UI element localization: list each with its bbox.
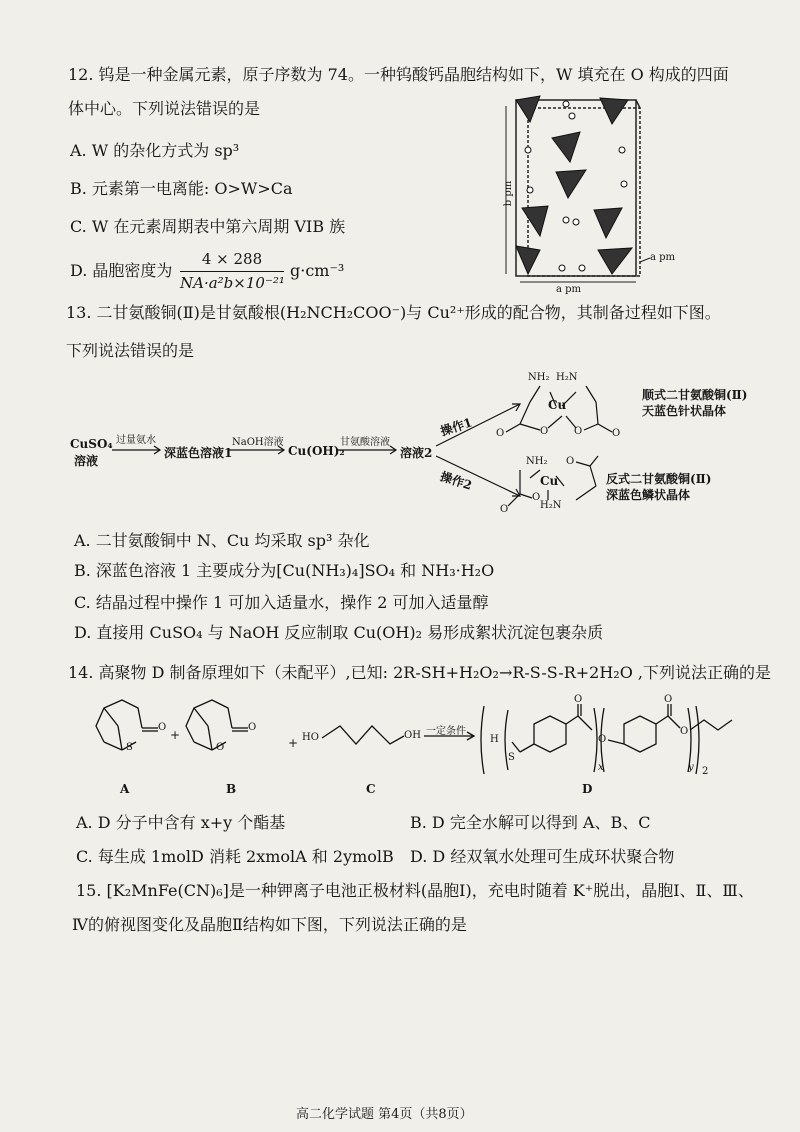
q13-cis-o1: O [496,428,505,439]
q12-fig-a-bottom-label: a pm [556,284,582,295]
q12-option-c: C. W 在元素周期表中第六周期 VIB 族 [70,217,346,236]
q13-cis-o3: O [574,426,583,437]
q13-product1: 深蓝色溶液1 [164,446,233,460]
q14-label-c: C [366,782,376,796]
q13-product3: 溶液2 [400,446,433,460]
q13-start-solution: 溶液 [74,454,99,468]
q13-option-d: D. 直接用 CuSO₄ 与 NaOH 反应制取 Cu(OH)₂ 易形成絮状沉淀包裹杂质 [74,623,604,642]
q13-trans-desc: 深蓝色鳞状晶体 [606,488,691,502]
q14-d-subscript-y: y [688,762,694,773]
q13-cis-cu: Cu [548,398,567,412]
q14-a-sulfur: S [126,742,133,753]
q13-operation2: 操作2 [438,469,474,493]
q13-start-reagent: CuSO₄ [70,437,113,451]
q13-option-a: A. 二甘氨酸铜中 N、Cu 均采取 sp³ 杂化 [74,531,370,550]
q15-stem-line2: Ⅳ的俯视图变化及晶胞Ⅱ结构如下图，下列说法正确的是 [72,915,467,934]
q12-density-unit: g·cm⁻³ [290,261,345,280]
page-footer: 高二化学试题 第4页（共8页） [296,1107,473,1122]
q14-a-oxygen: O [158,722,167,733]
q13-reagent2: NaOH溶液 [232,437,284,448]
q13-operation1: 操作1 [438,415,474,439]
q13-cis-h2n: H₂N [556,372,578,383]
q13-trans-o3: O [500,504,509,515]
q12-stem-line1: 12. 钨是一种金属元素，原子序数为 74。一种钨酸钙晶胞结构如下，W 填充在 O 构成的四面 [68,65,729,84]
q14-b-oxygen: O [248,722,257,733]
q12-option-b: B. 元素第一电离能: O>W>Ca [70,179,293,198]
q12-density-numerator: 4 × 288 [201,250,263,268]
q14-option-a: A. D 分子中含有 x+y 个酯基 [76,813,286,832]
q12-fig-b-label: b pm [503,180,515,207]
q13-stem-line2: 下列说法错误的是 [66,341,195,360]
q12-density-denominator: NA·a²b×10⁻²¹ [180,274,285,292]
q13-trans-h2n: H₂N [540,500,562,511]
q13-trans-cu: Cu [540,474,559,488]
q14-d-o4: O [680,726,689,737]
q12-fig-a-side-label: a pm [650,252,676,263]
q14-c-oh: OH [404,730,421,741]
q13-stem-line1: 13. 二甘氨酸铜(Ⅱ)是甘氨酸根(H₂NCH₂COO⁻)与 Cu²⁺形成的配合物，其制备过程如下图。 [66,303,721,322]
q14-label-d: D [582,782,593,796]
q12-option-d-prefix: D. 晶胞密度为 [70,261,173,280]
q13-trans-name: 反式二甘氨酸铜(Ⅱ) [606,472,712,486]
q13-reagent3: 甘氨酸溶液 [340,437,390,448]
q14-label-b: B [226,782,237,796]
q13-cis-o4: O [612,428,621,439]
q13-option-b: B. 深蓝色溶液 1 主要成分为[Cu(NH₃)₄]SO₄ 和 NH₃·H₂O [74,561,495,580]
q13-option-c: C. 结晶过程中操作 1 可加入适量水，操作 2 可加入适量醇 [74,593,489,612]
q14-b-ring-oxygen: O [216,742,225,753]
q13-trans-o2: O [532,492,541,503]
q13-trans-nh2: NH₂ [526,456,548,467]
q13-cis-o2: O [540,426,549,437]
q14-d-o3: O [664,694,673,705]
q14-option-b: B. D 完全水解可以得到 A、B、C [410,813,651,832]
q15-stem-line1: 15. [K₂MnFe(CN)₆]是一种钾离子电池正极材料(晶胞Ⅰ)，充电时随着 K⁺脱出，晶胞Ⅰ、Ⅱ、Ⅲ、 [76,881,754,900]
q14-plus-1: + [170,728,181,742]
q14-option-c: C. 每生成 1molD 消耗 2xmolA 和 2ymolB [76,847,394,866]
q14-d-subscript-x: x [598,762,604,773]
q13-product2: Cu(OH)₂ [288,444,345,458]
q13-trans-o1: O [566,456,575,467]
q13-cis-nh2: NH₂ [528,372,550,383]
q14-c-ho: HO [302,732,319,743]
q12-stem-line2: 体中心。下列说法错误的是 [68,99,261,118]
q14-d-subscript-2: 2 [702,766,709,777]
q13-reagent1: 过量氨水 [116,435,156,446]
q14-d-o1: O [574,694,583,705]
q14-condition: 一定条件 [426,726,466,737]
q14-plus-2: + [288,736,299,750]
q12-option-a: A. W 的杂化方式为 sp³ [70,141,240,160]
q13-cis-desc: 天蓝色针状晶体 [642,404,727,418]
q14-stem: 14. 高聚物 D 制备原理如下（未配平）,已知: 2R-SH+H₂O₂→R-S-S-R+2H₂O ,下列说法正确的是 [68,663,772,682]
q14-label-a: A [120,782,130,796]
q14-option-d: D. D 经双氧水处理可生成环状聚合物 [410,847,675,866]
q14-d-h: H [490,734,499,745]
q13-cis-name: 顺式二甘氨酸铜(Ⅱ) [642,388,748,402]
q14-d-s: S [508,752,515,763]
q14-d-o2: O [598,734,607,745]
